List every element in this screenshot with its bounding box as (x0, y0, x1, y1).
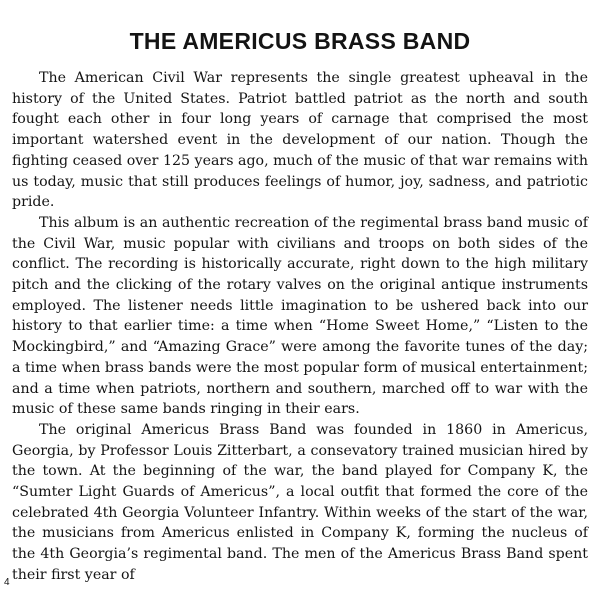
paragraph-2: This album is an authentic recreation of the regimental brass band music of the Civil War, music popular with civilians and troops on both sides of the conflict. The recording is historically accurate, right down to the high military pitch and the clicking of the rotary valves on the original antique instruments employed. The listener needs little imagination to be ushered back into our history to that earlier time: a time when “Home Sweet Home,” “Listen to the Mockingbird,” and “Amazing Grace” were among the favorite tunes of the day; a time when brass bands were the most popular form of musical entertainment; and a time when patriots, northern and southern, marched off to war with the music of these same bands ringing in their ears. (12, 214, 588, 418)
paragraph-3: The original Americus Brass Band was founded in 1860 in Americus, Georgia, by Professor Louis Zitterbart, a consevatory trained musician hired by the town. At the beginning of the war, the band played for Company K, the “Sumter Light Guards of Americus”, a local outfit that formed the core of the celebrated 4th Georgia Volunteer Infantry. Within weeks of the start of the war, the musicians from Americus enlisted in Company K, forming the nucleus of the 4th Georgia’s regimental band. The men of the Americus Brass Band spent their first year of (12, 421, 588, 583)
page-number: 4 (4, 577, 10, 588)
page-title: THE AMERICUS BRASS BAND (129, 28, 471, 54)
body-text (12, 68, 588, 586)
paragraph-1: The American Civil War represents the single greatest upheaval in the history of the United States. Patriot battled patriot as the north and south fought each other in four long years of carnage that comprised the most important watershed event in the development of our nation. Though the fighting ceased over 125 years ago, much of the music of that war remains with us today, music that still produces feelings of humor, joy, sadness, and patriotic pride. (12, 70, 588, 211)
